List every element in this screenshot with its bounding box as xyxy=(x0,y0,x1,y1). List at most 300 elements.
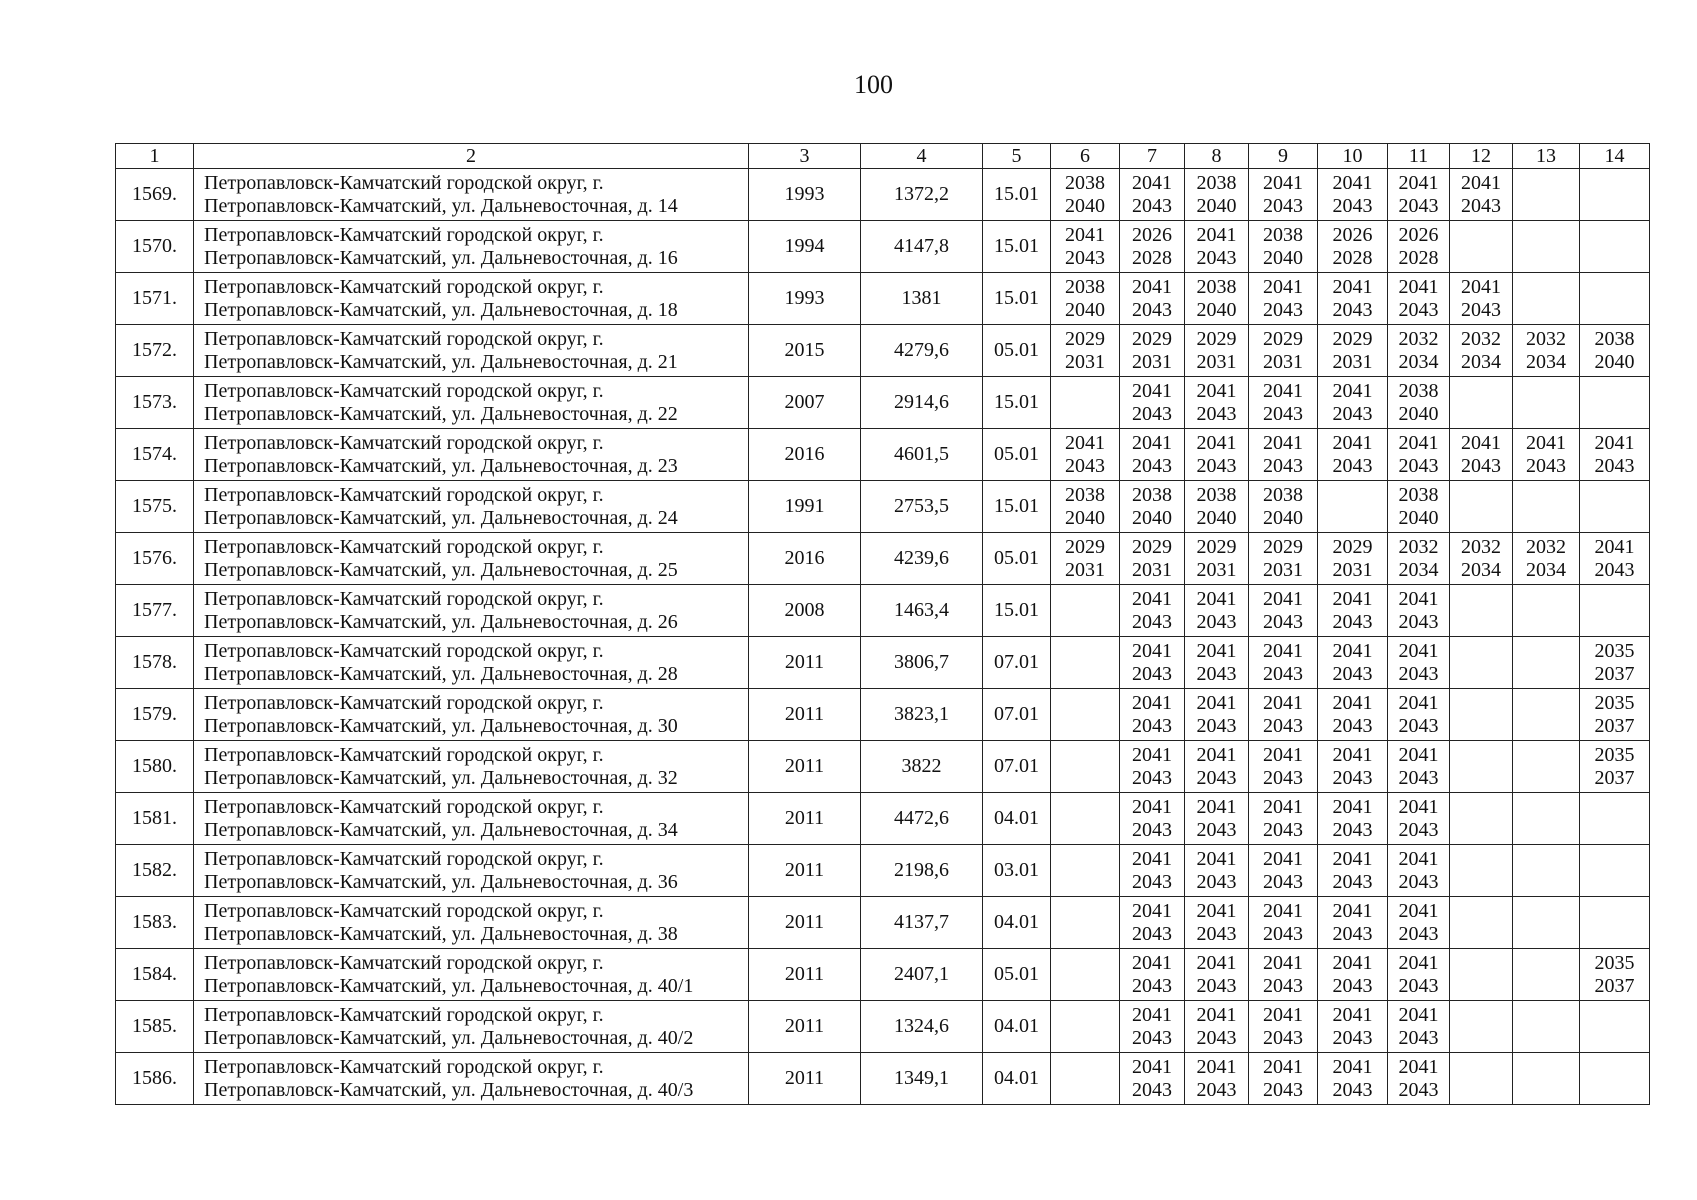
period-cell xyxy=(1185,949,1249,1001)
period-start: 2032 xyxy=(1398,535,1439,558)
period-cell xyxy=(1051,169,1120,221)
period-start: 2032 xyxy=(1526,535,1566,558)
build-year: 2011 xyxy=(749,793,861,845)
column-header: 11 xyxy=(1388,144,1450,169)
column-header: 3 xyxy=(749,144,861,169)
period-end: 2034 xyxy=(1398,558,1439,581)
period-cell xyxy=(1120,689,1185,741)
period-start: 2029 xyxy=(1263,327,1303,350)
period-start: 2041 xyxy=(1263,171,1303,194)
period-cell xyxy=(1580,169,1650,221)
period-start: 2041 xyxy=(1398,1003,1439,1026)
period-cell xyxy=(1120,1053,1185,1105)
period-cell xyxy=(1513,169,1580,221)
period-cell xyxy=(1318,1053,1388,1105)
table-row xyxy=(116,897,1650,949)
period-cell xyxy=(1513,481,1580,533)
period-end: 2043 xyxy=(1332,610,1373,633)
period-cell xyxy=(1513,325,1580,377)
period-cell xyxy=(1249,533,1318,585)
period-end: 2043 xyxy=(1196,402,1237,425)
period-end: 2040 xyxy=(1132,506,1172,529)
address-line-1: Петропавловск-Камчатский городской округ, г. xyxy=(204,1003,604,1026)
period-cell xyxy=(1120,637,1185,689)
address-line-2: Петропавловск-Камчатский, ул. Дальневосточная, д. 21 xyxy=(204,350,678,373)
table-row xyxy=(116,273,1650,325)
table-row xyxy=(116,949,1650,1001)
period-cell xyxy=(1249,741,1318,793)
period-cell xyxy=(1120,273,1185,325)
period-start: 2041 xyxy=(1398,431,1439,454)
address-line-2: Петропавловск-Камчатский, ул. Дальневосточная, д. 30 xyxy=(204,714,678,737)
period-cell xyxy=(1249,897,1318,949)
code: 15.01 xyxy=(983,273,1051,325)
period-end: 2043 xyxy=(1196,1078,1237,1101)
period-cell xyxy=(1388,169,1450,221)
period-end: 2043 xyxy=(1263,1026,1303,1049)
column-header: 2 xyxy=(194,144,749,169)
period-cell xyxy=(1513,897,1580,949)
column-header: 14 xyxy=(1580,144,1650,169)
period-start: 2041 xyxy=(1398,639,1439,662)
period-cell xyxy=(1051,949,1120,1001)
address-line-1: Петропавловск-Камчатский городской округ, г. xyxy=(204,639,604,662)
period-cell xyxy=(1318,897,1388,949)
column-header: 1 xyxy=(116,144,194,169)
period-cell xyxy=(1580,689,1650,741)
period-cell xyxy=(1450,689,1513,741)
table-row xyxy=(116,429,1650,481)
period-end: 2043 xyxy=(1132,714,1172,737)
period-end: 2043 xyxy=(1263,194,1303,217)
code: 15.01 xyxy=(983,481,1051,533)
period-end: 2043 xyxy=(1132,1078,1172,1101)
address-line-1: Петропавловск-Камчатский городской округ, г. xyxy=(204,795,604,818)
row-number: 1582. xyxy=(116,845,194,897)
period-cell xyxy=(1388,377,1450,429)
period-cell xyxy=(1388,793,1450,845)
period-end: 2043 xyxy=(1263,298,1303,321)
period-start: 2041 xyxy=(1332,379,1373,402)
period-cell xyxy=(1051,637,1120,689)
period-end: 2043 xyxy=(1196,246,1237,269)
period-cell xyxy=(1249,273,1318,325)
period-cell xyxy=(1120,377,1185,429)
period-cell xyxy=(1120,169,1185,221)
period-cell xyxy=(1388,585,1450,637)
period-cell xyxy=(1185,429,1249,481)
period-cell xyxy=(1051,533,1120,585)
period-start: 2041 xyxy=(1594,431,1635,454)
period-cell xyxy=(1318,533,1388,585)
area: 4239,6 xyxy=(861,533,983,585)
period-cell xyxy=(1185,845,1249,897)
address-line-2: Петропавловск-Камчатский, ул. Дальневосточная, д. 16 xyxy=(204,246,678,269)
period-cell xyxy=(1513,949,1580,1001)
period-end: 2043 xyxy=(1263,610,1303,633)
period-cell xyxy=(1185,481,1249,533)
period-cell xyxy=(1051,897,1120,949)
period-cell xyxy=(1513,741,1580,793)
build-year: 2016 xyxy=(749,429,861,481)
period-end: 2043 xyxy=(1398,766,1439,789)
period-end: 2043 xyxy=(1332,1078,1373,1101)
period-end: 2031 xyxy=(1132,350,1172,373)
period-cell xyxy=(1185,793,1249,845)
period-cell xyxy=(1249,689,1318,741)
period-end: 2043 xyxy=(1196,714,1237,737)
address-line-2: Петропавловск-Камчатский, ул. Дальневосточная, д. 40/3 xyxy=(204,1078,694,1101)
period-cell xyxy=(1450,949,1513,1001)
address-cell xyxy=(194,325,749,377)
column-header: 4 xyxy=(861,144,983,169)
period-cell xyxy=(1580,377,1650,429)
period-cell xyxy=(1120,585,1185,637)
period-start: 2029 xyxy=(1263,535,1303,558)
period-cell xyxy=(1388,845,1450,897)
period-cell xyxy=(1120,481,1185,533)
address-cell xyxy=(194,169,749,221)
period-cell xyxy=(1185,897,1249,949)
address-cell xyxy=(194,273,749,325)
row-number: 1584. xyxy=(116,949,194,1001)
period-start: 2041 xyxy=(1263,275,1303,298)
period-start: 2029 xyxy=(1196,535,1237,558)
build-year: 2011 xyxy=(749,1001,861,1053)
period-cell xyxy=(1051,585,1120,637)
period-start: 2041 xyxy=(1263,431,1303,454)
period-cell xyxy=(1120,949,1185,1001)
period-cell xyxy=(1450,897,1513,949)
row-number: 1574. xyxy=(116,429,194,481)
period-cell xyxy=(1318,741,1388,793)
period-cell xyxy=(1580,273,1650,325)
period-end: 2034 xyxy=(1461,558,1501,581)
address-line-1: Петропавловск-Камчатский городской округ, г. xyxy=(204,483,604,506)
address-cell xyxy=(194,949,749,1001)
build-year: 2016 xyxy=(749,533,861,585)
period-cell xyxy=(1318,377,1388,429)
period-cell xyxy=(1185,585,1249,637)
period-end: 2031 xyxy=(1065,350,1105,373)
period-end: 2043 xyxy=(1132,922,1172,945)
address-cell xyxy=(194,897,749,949)
period-end: 2037 xyxy=(1594,974,1635,997)
header-row xyxy=(116,144,1650,169)
period-start: 2041 xyxy=(1196,639,1237,662)
period-start: 2029 xyxy=(1332,535,1373,558)
period-start: 2041 xyxy=(1132,275,1172,298)
period-cell xyxy=(1249,637,1318,689)
period-cell xyxy=(1450,325,1513,377)
period-end: 2043 xyxy=(1132,402,1172,425)
period-cell xyxy=(1450,533,1513,585)
period-cell xyxy=(1513,585,1580,637)
period-end: 2043 xyxy=(1398,922,1439,945)
period-end: 2043 xyxy=(1263,662,1303,685)
build-year: 2011 xyxy=(749,637,861,689)
period-cell xyxy=(1513,377,1580,429)
period-cell xyxy=(1120,845,1185,897)
column-header: 9 xyxy=(1249,144,1318,169)
table-row xyxy=(116,377,1650,429)
period-start: 2041 xyxy=(1398,1055,1439,1078)
address-line-1: Петропавловск-Камчатский городской округ, г. xyxy=(204,1055,604,1078)
period-start: 2041 xyxy=(1263,743,1303,766)
period-cell xyxy=(1580,481,1650,533)
period-start: 2041 xyxy=(1196,899,1237,922)
address-line-2: Петропавловск-Камчатский, ул. Дальневосточная, д. 14 xyxy=(204,194,678,217)
period-end: 2043 xyxy=(1263,818,1303,841)
period-start: 2041 xyxy=(1196,431,1237,454)
period-end: 2028 xyxy=(1132,246,1172,269)
build-year: 2008 xyxy=(749,585,861,637)
period-cell xyxy=(1580,1001,1650,1053)
period-end: 2043 xyxy=(1132,298,1172,321)
row-number: 1580. xyxy=(116,741,194,793)
period-start: 2041 xyxy=(1461,275,1501,298)
period-end: 2040 xyxy=(1196,506,1237,529)
period-cell xyxy=(1120,1001,1185,1053)
period-cell xyxy=(1249,481,1318,533)
period-start: 2041 xyxy=(1398,899,1439,922)
period-start: 2041 xyxy=(1332,691,1373,714)
address-line-2: Петропавловск-Камчатский, ул. Дальневосточная, д. 38 xyxy=(204,922,678,945)
period-cell xyxy=(1450,637,1513,689)
period-start: 2038 xyxy=(1196,171,1237,194)
period-end: 2043 xyxy=(1065,454,1105,477)
build-year: 1991 xyxy=(749,481,861,533)
column-header: 8 xyxy=(1185,144,1249,169)
period-cell xyxy=(1249,1001,1318,1053)
period-start: 2041 xyxy=(1263,691,1303,714)
period-start: 2041 xyxy=(1332,275,1373,298)
period-end: 2043 xyxy=(1196,766,1237,789)
period-end: 2043 xyxy=(1398,714,1439,737)
period-end: 2043 xyxy=(1332,194,1373,217)
period-cell xyxy=(1051,1053,1120,1105)
area: 4279,6 xyxy=(861,325,983,377)
period-start: 2041 xyxy=(1196,743,1237,766)
period-start: 2041 xyxy=(1263,795,1303,818)
table-row xyxy=(116,585,1650,637)
period-end: 2031 xyxy=(1263,350,1303,373)
period-cell xyxy=(1580,533,1650,585)
address-line-1: Петропавловск-Камчатский городской округ, г. xyxy=(204,379,604,402)
area: 1381 xyxy=(861,273,983,325)
period-end: 2043 xyxy=(1132,454,1172,477)
period-cell xyxy=(1185,273,1249,325)
period-start: 2041 xyxy=(1132,847,1172,870)
address-cell xyxy=(194,429,749,481)
period-start: 2041 xyxy=(1132,1003,1172,1026)
period-cell xyxy=(1580,845,1650,897)
period-end: 2040 xyxy=(1065,298,1105,321)
period-start: 2041 xyxy=(1132,639,1172,662)
period-cell xyxy=(1388,481,1450,533)
period-start: 2035 xyxy=(1594,951,1635,974)
period-end: 2040 xyxy=(1196,298,1237,321)
period-end: 2043 xyxy=(1196,662,1237,685)
period-start: 2026 xyxy=(1332,223,1373,246)
period-cell xyxy=(1580,741,1650,793)
period-end: 2043 xyxy=(1263,454,1303,477)
row-number: 1572. xyxy=(116,325,194,377)
period-cell xyxy=(1450,481,1513,533)
period-end: 2043 xyxy=(1332,298,1373,321)
code: 04.01 xyxy=(983,793,1051,845)
period-start: 2041 xyxy=(1398,691,1439,714)
period-start: 2029 xyxy=(1065,327,1105,350)
period-cell xyxy=(1580,897,1650,949)
build-year: 1993 xyxy=(749,273,861,325)
address-line-1: Петропавловск-Камчатский городской округ, г. xyxy=(204,951,604,974)
period-start: 2041 xyxy=(1132,379,1172,402)
period-start: 2038 xyxy=(1263,483,1303,506)
period-end: 2037 xyxy=(1594,662,1635,685)
period-cell xyxy=(1185,533,1249,585)
period-start: 2041 xyxy=(1132,691,1172,714)
period-start: 2041 xyxy=(1132,431,1172,454)
period-end: 2043 xyxy=(1594,454,1635,477)
period-cell xyxy=(1450,221,1513,273)
period-start: 2038 xyxy=(1065,483,1105,506)
table-row xyxy=(116,221,1650,273)
period-end: 2043 xyxy=(1196,454,1237,477)
period-start: 2041 xyxy=(1196,1003,1237,1026)
period-end: 2043 xyxy=(1263,974,1303,997)
build-year: 2011 xyxy=(749,949,861,1001)
period-start: 2041 xyxy=(1332,899,1373,922)
column-header: 6 xyxy=(1051,144,1120,169)
period-end: 2028 xyxy=(1332,246,1373,269)
period-cell xyxy=(1580,221,1650,273)
period-end: 2043 xyxy=(1398,974,1439,997)
period-cell xyxy=(1388,897,1450,949)
row-number: 1586. xyxy=(116,1053,194,1105)
period-start: 2038 xyxy=(1594,327,1635,350)
period-cell xyxy=(1388,533,1450,585)
period-end: 2043 xyxy=(1332,870,1373,893)
period-start: 2041 xyxy=(1332,171,1373,194)
period-cell xyxy=(1249,793,1318,845)
period-end: 2037 xyxy=(1594,714,1635,737)
period-end: 2043 xyxy=(1196,870,1237,893)
period-start: 2041 xyxy=(1332,1003,1373,1026)
area: 3806,7 xyxy=(861,637,983,689)
period-start: 2041 xyxy=(1132,899,1172,922)
period-start: 2041 xyxy=(1398,171,1439,194)
area: 1372,2 xyxy=(861,169,983,221)
area: 4147,8 xyxy=(861,221,983,273)
period-start: 2029 xyxy=(1132,327,1172,350)
period-cell xyxy=(1318,689,1388,741)
period-cell xyxy=(1388,429,1450,481)
period-cell xyxy=(1450,169,1513,221)
period-start: 2041 xyxy=(1398,795,1439,818)
period-end: 2043 xyxy=(1263,766,1303,789)
table-row xyxy=(116,741,1650,793)
address-line-2: Петропавловск-Камчатский, ул. Дальневосточная, д. 32 xyxy=(204,766,678,789)
period-cell xyxy=(1580,325,1650,377)
period-cell xyxy=(1249,377,1318,429)
period-end: 2043 xyxy=(1332,922,1373,945)
table-row xyxy=(116,325,1650,377)
period-cell xyxy=(1318,169,1388,221)
code: 05.01 xyxy=(983,533,1051,585)
period-start: 2041 xyxy=(1332,587,1373,610)
period-cell xyxy=(1450,1053,1513,1105)
period-cell xyxy=(1388,741,1450,793)
period-cell xyxy=(1051,221,1120,273)
period-end: 2034 xyxy=(1398,350,1439,373)
period-start: 2041 xyxy=(1461,431,1501,454)
period-start: 2038 xyxy=(1263,223,1303,246)
period-cell xyxy=(1318,221,1388,273)
address-cell xyxy=(194,377,749,429)
period-cell xyxy=(1388,221,1450,273)
period-start: 2041 xyxy=(1398,587,1439,610)
period-end: 2040 xyxy=(1065,506,1105,529)
area: 2914,6 xyxy=(861,377,983,429)
period-end: 2043 xyxy=(1332,662,1373,685)
code: 05.01 xyxy=(983,325,1051,377)
period-cell xyxy=(1318,273,1388,325)
period-end: 2043 xyxy=(1594,558,1635,581)
page-number: 100 xyxy=(854,70,893,99)
period-cell xyxy=(1513,1053,1580,1105)
period-end: 2031 xyxy=(1196,350,1237,373)
period-end: 2043 xyxy=(1398,454,1439,477)
period-end: 2040 xyxy=(1263,506,1303,529)
address-line-2: Петропавловск-Камчатский, ул. Дальневосточная, д. 28 xyxy=(204,662,678,685)
period-start: 2041 xyxy=(1263,899,1303,922)
row-number: 1581. xyxy=(116,793,194,845)
period-end: 2040 xyxy=(1398,506,1439,529)
period-cell xyxy=(1513,793,1580,845)
column-header: 10 xyxy=(1318,144,1388,169)
period-end: 2034 xyxy=(1461,350,1501,373)
period-cell xyxy=(1450,741,1513,793)
period-start: 2038 xyxy=(1398,379,1439,402)
table-row xyxy=(116,533,1650,585)
period-start: 2032 xyxy=(1461,327,1501,350)
table-row xyxy=(116,793,1650,845)
period-cell xyxy=(1318,481,1388,533)
period-end: 2043 xyxy=(1263,870,1303,893)
column-header: 5 xyxy=(983,144,1051,169)
period-end: 2043 xyxy=(1132,766,1172,789)
period-cell xyxy=(1318,325,1388,377)
period-start: 2038 xyxy=(1132,483,1172,506)
period-cell xyxy=(1249,585,1318,637)
period-start: 2041 xyxy=(1526,431,1566,454)
period-start: 2029 xyxy=(1332,327,1373,350)
period-cell xyxy=(1513,533,1580,585)
table-row xyxy=(116,169,1650,221)
column-header: 13 xyxy=(1513,144,1580,169)
address-cell xyxy=(194,793,749,845)
period-start: 2041 xyxy=(1332,431,1373,454)
period-end: 2043 xyxy=(1398,870,1439,893)
period-end: 2043 xyxy=(1332,714,1373,737)
address-line-1: Петропавловск-Камчатский городской округ, г. xyxy=(204,171,604,194)
period-cell xyxy=(1318,949,1388,1001)
period-cell xyxy=(1318,845,1388,897)
period-end: 2043 xyxy=(1132,818,1172,841)
address-cell xyxy=(194,533,749,585)
period-start: 2041 xyxy=(1132,171,1172,194)
